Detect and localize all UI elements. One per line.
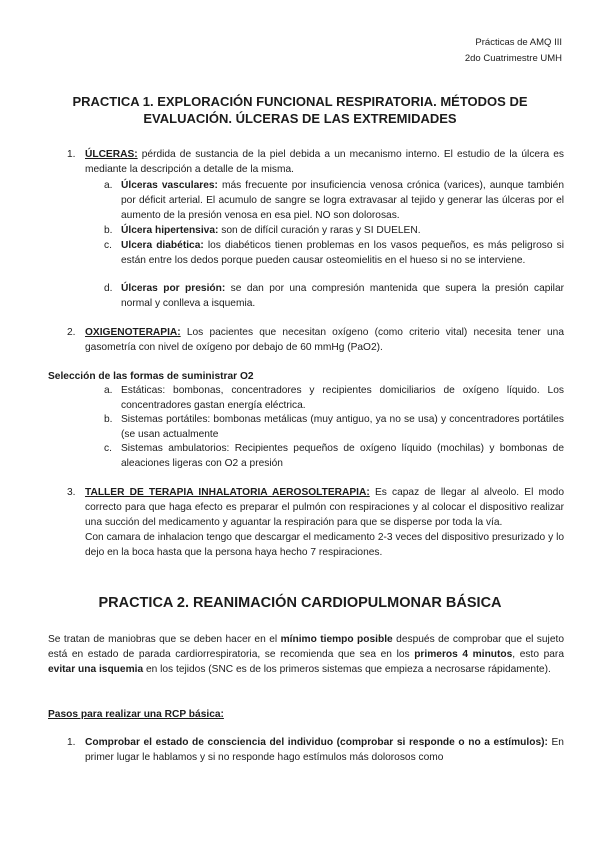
intro-b1: mínimo tiempo posible: [280, 634, 393, 645]
practica2-title: PRACTICA 2. REANIMACIÓN CARDIOPULMONAR BÁSICA: [98, 595, 502, 611]
item1-term: ÚLCERAS:: [85, 149, 138, 160]
sub-b-text: son de difícil curación y raras y SI DUELEN.: [221, 225, 421, 236]
item2-oxigenoterapia: [85, 325, 564, 355]
sel-b-letter: b.: [104, 414, 113, 425]
sel-c-ambulatorios: Sistemas ambulatorios: Recipientes pequeños de oxígeno líquido (mochilas) y bombonas de aleaciones ligeras con O2 a presión: [121, 443, 564, 469]
sub-d-term: Úlceras por presión:: [121, 283, 226, 294]
intro-b3: evitar una isquemia: [48, 664, 144, 675]
sub-d-presion: [121, 281, 564, 311]
practica1-title: [60, 93, 540, 127]
item3-number: 3.: [67, 487, 76, 498]
item1-ulceras: [85, 147, 564, 177]
practica1-title-line1: PRACTICA 1. EXPLORACIÓN FUNCIONAL RESPIRATORIA. MÉTODOS DE: [72, 94, 528, 109]
page-header: [465, 35, 562, 67]
sel-c-letter: c.: [104, 443, 112, 454]
item1-number: 1.: [67, 149, 76, 160]
intro-b2: primeros 4 minutos: [414, 649, 513, 660]
item2-number: 2.: [67, 327, 76, 338]
practica1-title-line2: EVALUACIÓN. ÚLCERAS DE LAS EXTREMIDADES: [143, 111, 457, 126]
sel-b-portatiles: Sistemas portátiles: bombonas metálicas (muy antiguo, ya no se usa) y concentradores portátiles (se usan actualmente: [121, 414, 564, 440]
sub-d-letter: d.: [104, 283, 113, 294]
sub-d-text: se dan por una compresión mantenida que supera la presión capilar normal y conlleva a isquemia.: [121, 283, 565, 309]
intro-p3: , esto para: [512, 649, 564, 660]
sub-b-letter: b.: [104, 225, 113, 236]
header-term: 2do Cuatrimestre UMH: [464, 53, 562, 64]
header-course: Prácticas de AMQ III: [475, 37, 562, 48]
step1-term: Comprobar el estado de consciencia del individuo (comprobar si responde o no a estímulos):: [85, 737, 548, 748]
sub-b-hipertensiva: [121, 223, 564, 238]
item2-term: OXIGENOTERAPIA:: [85, 327, 181, 338]
sub-c-text: los diabéticos tienen problemas en los vasos pequeños, es más peligroso si están entre los dedos porque pueden causar osteomielitis en el hueso si no se interviene.: [121, 240, 564, 266]
item3-term: TALLER DE TERAPIA INHALATORIA AEROSOLTERAPIA:: [85, 487, 370, 498]
intro-p4: en los tejidos (SNC es de los primeros sistemas que empieza a necrosarse rápidamente).: [145, 664, 551, 675]
item3-text2: Con camara de inhalacion tengo que descargar el medicamento 2-3 veces del dispositivo presurizado y lo dejo en la boca hasta que la persona haya hecho 7 respiraciones.: [85, 532, 564, 558]
sub-a-text: más frecuente por insuficiencia venosa crónica (varices), aunque también por déficit arterial. El acumulo de sangre se logra extravasar al tejido y generar las úlceras por el aumento de la presión venosa en esa piel. NO son dolorosas.: [121, 180, 564, 221]
practica2-intro: [48, 632, 564, 677]
intro-p2: después de comprobar que el sujeto está en estado de parada cardiorrespiratoria, se recomienda que sea en los: [48, 634, 564, 660]
item3-text: Es capaz de llegar al alveolo. El modo correcto para que haga efecto es preparar el pulmón con respiraciones y al colocar el dispositivo realizar una succión del medicamento y aguantar la respiración para que se disperse por toda la vía.: [85, 487, 564, 528]
sub-c-diabetica: [121, 238, 564, 268]
item1-text: pérdida de sustancia de la piel debida a un mecanismo interno. El estudio de la úlcera es mediante la descripción a detalle de la misma.: [85, 149, 564, 175]
sel-a-letter: a.: [104, 385, 113, 396]
sub-c-letter: c.: [104, 240, 112, 251]
step1-text: En primer lugar le hablamos y si no responde hago estímulos más dolorosos como: [85, 737, 564, 763]
sub-a-vasculares: [121, 178, 564, 223]
intro-p1: Se tratan de maniobras que se deben hacer en el: [48, 634, 278, 645]
sel-a-estaticas: Estáticas: bombonas, concentradores y recipientes domiciliarios de oxígeno líquido. Los concentradores gastan energía eléctrica.: [121, 385, 564, 411]
step1-consciencia: [85, 735, 564, 765]
sub-a-letter: a.: [104, 180, 113, 191]
item2-text: Los pacientes que necesitan oxígeno (como criterio vital) necesita tener una gasometría con nivel de oxígeno por debajo de 60 mmHg (PaO2).: [85, 327, 564, 353]
sub-c-term: Ulcera diabética:: [121, 240, 204, 251]
sub-b-term: Úlcera hipertensiva:: [121, 225, 219, 236]
sub-a-term: Úlceras vasculares:: [121, 180, 218, 191]
pasos-heading: Pasos para realizar una RCP básica:: [48, 709, 224, 720]
seleccion-heading: Selección de las formas de suministrar O2: [48, 371, 254, 382]
item3-taller: [85, 485, 564, 560]
step1-number: 1.: [67, 737, 76, 748]
